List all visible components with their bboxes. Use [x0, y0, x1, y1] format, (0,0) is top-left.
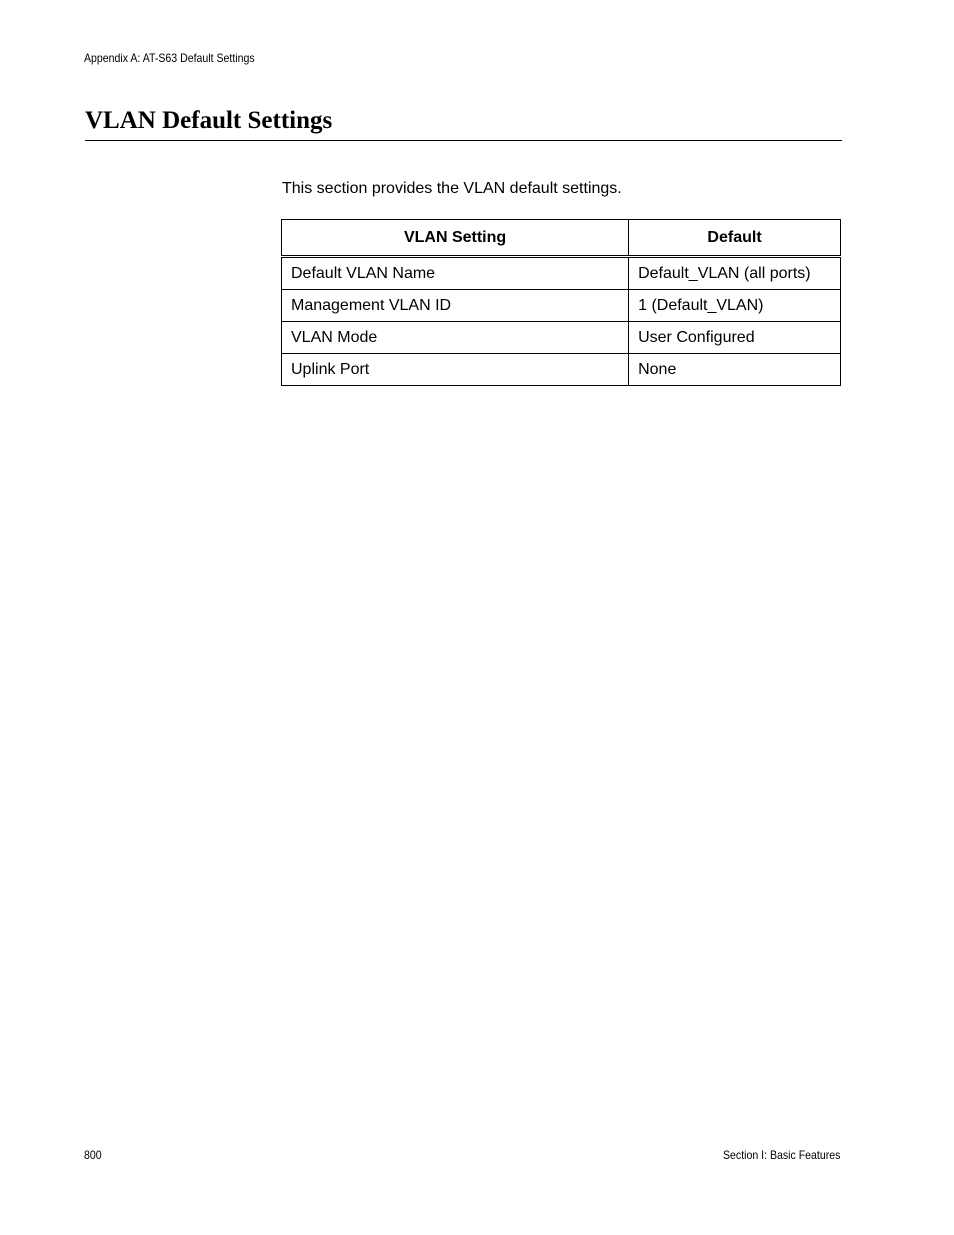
title-rule [85, 140, 842, 141]
table-row [282, 322, 841, 354]
default-cell: Default_VLAN (all ports) [629, 257, 841, 290]
table-header-row [282, 220, 841, 257]
default-cell: User Configured [629, 322, 841, 354]
column-header-default: Default [629, 220, 841, 257]
setting-cell: Default VLAN Name [282, 257, 629, 290]
section-title: VLAN Default Settings [85, 107, 333, 134]
page-number: 800 [84, 1148, 102, 1162]
default-cell: None [629, 354, 841, 386]
setting-cell: VLAN Mode [282, 322, 629, 354]
intro-paragraph: This section provides the VLAN default settings. [282, 180, 622, 197]
setting-cell: Uplink Port [282, 354, 629, 386]
setting-cell: Management VLAN ID [282, 290, 629, 322]
column-header-setting: VLAN Setting [282, 220, 629, 257]
running-header: Appendix A: AT-S63 Default Settings [84, 51, 255, 65]
footer-section-name: Section I: Basic Features [722, 1148, 840, 1162]
vlan-defaults-table [281, 219, 841, 386]
table-row [282, 354, 841, 386]
default-cell: 1 (Default_VLAN) [629, 290, 841, 322]
table-row [282, 290, 841, 322]
table-row [282, 257, 841, 290]
